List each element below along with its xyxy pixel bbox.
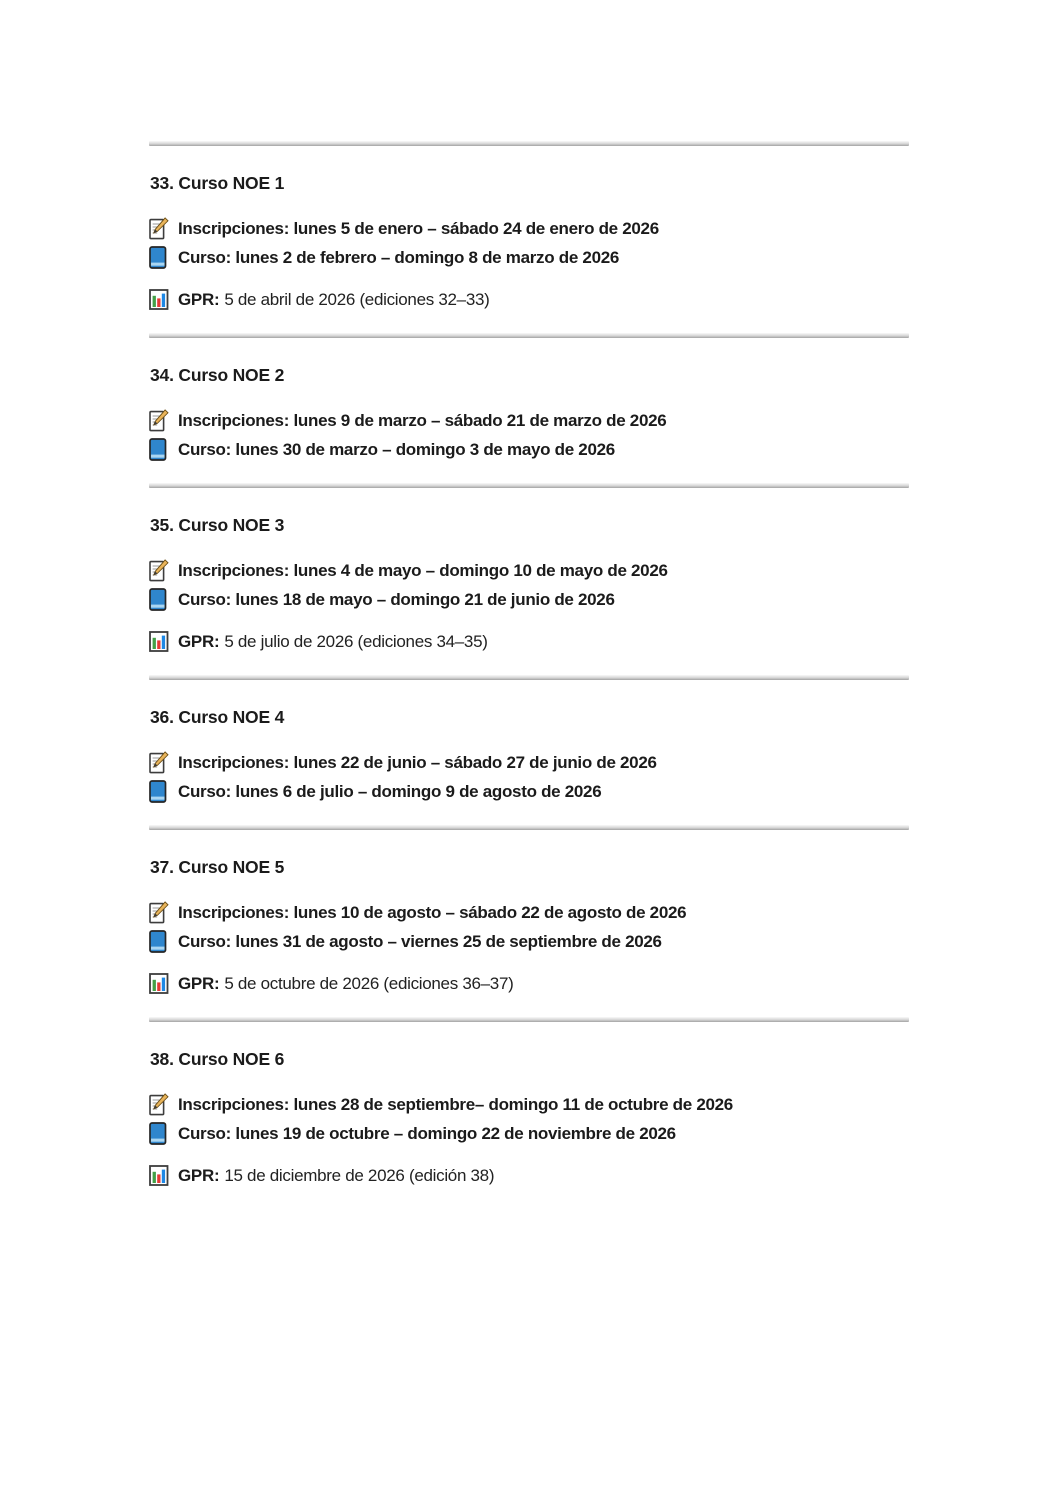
bar-chart-icon: [149, 1165, 171, 1186]
course-lines: [149, 1090, 909, 1148]
course-lines: [149, 214, 909, 272]
inscripciones-text: Inscripciones: lunes 22 de junio – sábado 27 de junio de 2026: [178, 752, 657, 772]
course-title: 38. Curso NOE 6: [150, 1049, 285, 1069]
content-area: [149, 0, 909, 1209]
inscripciones-line: [149, 214, 909, 243]
memo-icon: [149, 1093, 171, 1116]
curso-line: [149, 585, 909, 614]
course-lines: [149, 748, 909, 806]
blue-book-icon: [149, 780, 171, 803]
section-divider: [149, 141, 909, 146]
course-title: 35. Curso NOE 3: [150, 515, 285, 535]
inscripciones-line: [149, 406, 909, 435]
curso-text: Curso: lunes 31 de agosto – viernes 25 de septiembre de 2026: [178, 931, 662, 951]
section-divider: [149, 333, 909, 338]
course-title: 36. Curso NOE 4: [150, 707, 285, 727]
curso-line: [149, 243, 909, 272]
memo-icon: [149, 559, 171, 582]
curso-text: Curso: lunes 6 de julio – domingo 9 de agosto de 2026: [178, 781, 602, 801]
blue-book-icon: [149, 246, 171, 269]
gpr-label: GPR:: [178, 1165, 220, 1185]
section-divider: [149, 483, 909, 488]
curso-line: [149, 435, 909, 464]
blue-book-icon: [149, 438, 171, 461]
inscripciones-text: Inscripciones: lunes 5 de enero – sábado 24 de enero de 2026: [178, 218, 659, 238]
bar-chart-icon: [149, 289, 171, 310]
section-divider: [149, 1017, 909, 1022]
inscripciones-text: Inscripciones: lunes 10 de agosto – sábado 22 de agosto de 2026: [178, 902, 687, 922]
bar-chart-icon: [149, 631, 171, 652]
curso-text: Curso: lunes 2 de febrero – domingo 8 de marzo de 2026: [178, 247, 620, 267]
blue-book-icon: [149, 588, 171, 611]
memo-icon: [149, 217, 171, 240]
blue-book-icon: [149, 1122, 171, 1145]
memo-icon: [149, 751, 171, 774]
gpr-value: 15 de diciembre de 2026 (edición 38): [224, 1165, 495, 1185]
inscripciones-line: [149, 1090, 909, 1119]
inscripciones-text: Inscripciones: lunes 4 de mayo – domingo 10 de mayo de 2026: [178, 560, 668, 580]
section-divider: [149, 675, 909, 680]
curso-line: [149, 927, 909, 956]
gpr-value: 5 de abril de 2026 (ediciones 32–33): [224, 289, 490, 309]
inscripciones-line: [149, 898, 909, 927]
inscripciones-line: [149, 556, 909, 585]
gpr-line: [149, 285, 909, 314]
gpr-label: GPR:: [178, 631, 220, 651]
course-lines: [149, 898, 909, 956]
curso-text: Curso: lunes 30 de marzo – domingo 3 de mayo de 2026: [178, 439, 615, 459]
course-title: 34. Curso NOE 2: [150, 365, 285, 385]
gpr-value: 5 de julio de 2026 (ediciones 34–35): [224, 631, 488, 651]
course-lines: [149, 556, 909, 614]
curso-text: Curso: lunes 18 de mayo – domingo 21 de junio de 2026: [178, 589, 615, 609]
bar-chart-icon: [149, 973, 171, 994]
course-section: [149, 1049, 909, 1209]
gpr-line: [149, 627, 909, 656]
course-section: [149, 515, 909, 675]
gpr-line: [149, 1161, 909, 1190]
curso-line: [149, 1119, 909, 1148]
memo-icon: [149, 901, 171, 924]
inscripciones-line: [149, 748, 909, 777]
gpr-label: GPR:: [178, 289, 220, 309]
inscripciones-text: Inscripciones: lunes 9 de marzo – sábado 21 de marzo de 2026: [178, 410, 667, 430]
gpr-label: GPR:: [178, 973, 220, 993]
course-lines: [149, 406, 909, 464]
curso-line: [149, 777, 909, 806]
memo-icon: [149, 409, 171, 432]
course-section: [149, 857, 909, 1017]
gpr-line: [149, 969, 909, 998]
course-section: [149, 173, 909, 333]
section-divider: [149, 825, 909, 830]
curso-text: Curso: lunes 19 de octubre – domingo 22 de noviembre de 2026: [178, 1123, 676, 1143]
course-title: 33. Curso NOE 1: [150, 173, 285, 193]
gpr-value: 5 de octubre de 2026 (ediciones 36–37): [224, 973, 514, 993]
inscripciones-text: Inscripciones: lunes 28 de septiembre– domingo 11 de octubre de 2026: [178, 1094, 733, 1114]
course-section: [149, 365, 909, 483]
course-title: 37. Curso NOE 5: [150, 857, 285, 877]
course-section: [149, 707, 909, 825]
blue-book-icon: [149, 930, 171, 953]
